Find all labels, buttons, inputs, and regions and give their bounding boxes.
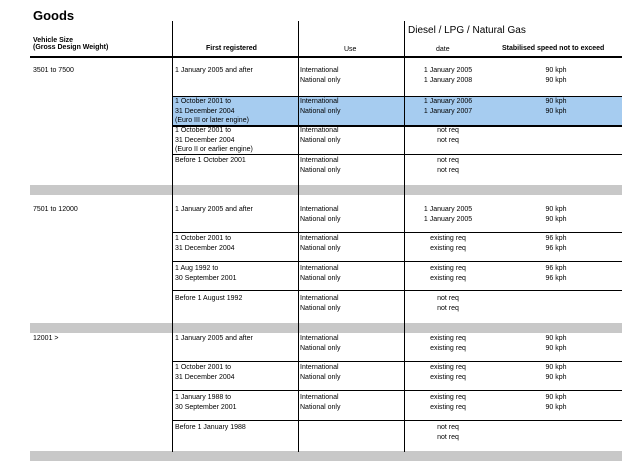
speed-line: 96 kph bbox=[545, 235, 567, 242]
date-line: not req bbox=[437, 424, 459, 431]
header-first-registered: First registered bbox=[206, 45, 257, 52]
column-divider bbox=[298, 21, 299, 452]
use-line: National only bbox=[300, 403, 341, 411]
speed-line: 96 kph bbox=[545, 244, 567, 252]
first-registered-line: Before 1 October 2001 bbox=[175, 157, 246, 164]
first-registered-cell bbox=[175, 393, 237, 412]
row-rule bbox=[172, 390, 622, 391]
use-line: National only bbox=[300, 166, 341, 174]
use-line: National only bbox=[300, 274, 341, 282]
use-line: International bbox=[300, 235, 339, 242]
first-registered-line: 31 December 2004 bbox=[175, 107, 235, 115]
first-registered-cell bbox=[175, 234, 235, 253]
group-separator-band bbox=[30, 323, 622, 333]
date-line: existing req bbox=[430, 394, 466, 401]
page-title: Goods bbox=[33, 8, 75, 23]
date-line: not req bbox=[437, 304, 459, 312]
use-line: National only bbox=[300, 136, 341, 144]
date-cell bbox=[404, 393, 492, 412]
date-line: existing req bbox=[430, 344, 466, 352]
date-line: 1 January 2008 bbox=[423, 76, 473, 84]
use-line: International bbox=[300, 67, 339, 74]
date-line: not req bbox=[437, 295, 459, 302]
header-use: Use bbox=[344, 46, 357, 53]
speed-line: 96 kph bbox=[545, 265, 567, 272]
row-rule bbox=[172, 261, 622, 262]
date-line: not req bbox=[437, 157, 459, 164]
first-registered-cell bbox=[175, 126, 253, 155]
speed-cell bbox=[520, 66, 592, 85]
speed-cell bbox=[520, 97, 592, 116]
first-registered-cell bbox=[175, 97, 249, 126]
speed-cell bbox=[520, 234, 592, 253]
speed-cell bbox=[520, 334, 592, 353]
date-cell bbox=[404, 363, 492, 382]
use-cell bbox=[300, 393, 340, 412]
header-vehicle-size-line2: (Gross Design Weight) bbox=[33, 44, 109, 51]
speed-line: 90 kph bbox=[545, 215, 567, 223]
use-cell bbox=[300, 156, 340, 175]
speed-line: 90 kph bbox=[545, 403, 567, 411]
speed-line: 90 kph bbox=[545, 76, 567, 84]
date-line: not req bbox=[437, 127, 459, 134]
first-registered-cell bbox=[175, 66, 253, 76]
header-fuel-group: Diesel / LPG / Natural Gas bbox=[408, 25, 526, 36]
first-registered-cell bbox=[175, 156, 246, 166]
speed-line: 90 kph bbox=[545, 107, 567, 115]
use-line: National only bbox=[300, 107, 341, 115]
speed-line: 90 kph bbox=[545, 335, 567, 342]
speed-line: 90 kph bbox=[545, 206, 567, 213]
date-line: existing req bbox=[430, 274, 466, 282]
header-vehicle-size bbox=[33, 37, 108, 51]
use-line: National only bbox=[300, 304, 341, 312]
first-registered-line: Before 1 January 1988 bbox=[175, 424, 246, 431]
date-line: 1 January 2007 bbox=[423, 107, 473, 115]
header-speed: Stabilised speed not to exceed bbox=[502, 45, 605, 52]
first-registered-line: 31 December 2004 bbox=[175, 244, 235, 252]
vehicle-size-cell: 7501 to 12000 bbox=[33, 206, 78, 213]
group-separator-band bbox=[30, 451, 622, 461]
speed-line: 90 kph bbox=[545, 344, 567, 352]
speed-line: 90 kph bbox=[545, 364, 567, 371]
date-cell bbox=[404, 126, 492, 145]
speed-line: 90 kph bbox=[545, 373, 567, 381]
first-registered-line: (Euro II or earlier engine) bbox=[175, 146, 253, 153]
date-line: not req bbox=[437, 166, 459, 174]
row-rule bbox=[172, 420, 622, 421]
use-line: International bbox=[300, 364, 339, 371]
header-vehicle-size-line1: Vehicle Size bbox=[33, 37, 74, 44]
use-cell bbox=[300, 294, 340, 313]
first-registered-line: 1 January 2005 and after bbox=[175, 206, 253, 213]
first-registered-cell bbox=[175, 294, 242, 304]
date-cell bbox=[404, 205, 492, 224]
row-rule bbox=[172, 361, 622, 362]
use-line: National only bbox=[300, 373, 341, 381]
date-line: existing req bbox=[430, 244, 466, 252]
first-registered-line: 1 January 1988 to bbox=[175, 394, 232, 401]
first-registered-line: 1 October 2001 to bbox=[175, 235, 232, 242]
first-registered-cell bbox=[175, 363, 235, 382]
speed-cell bbox=[520, 264, 592, 283]
use-cell bbox=[300, 66, 340, 85]
date-line: existing req bbox=[430, 235, 466, 242]
use-line: International bbox=[300, 295, 339, 302]
speed-line: 96 kph bbox=[545, 274, 567, 282]
use-line: International bbox=[300, 157, 339, 164]
use-cell bbox=[300, 334, 340, 353]
date-line: existing req bbox=[430, 373, 466, 381]
group-separator-band bbox=[30, 185, 622, 195]
date-cell bbox=[404, 97, 492, 116]
use-cell bbox=[300, 126, 340, 145]
use-line: National only bbox=[300, 215, 341, 223]
use-line: International bbox=[300, 335, 339, 342]
date-line: existing req bbox=[430, 403, 466, 411]
date-line: 1 January 2006 bbox=[423, 98, 473, 105]
first-registered-cell bbox=[175, 264, 237, 283]
first-registered-line: (Euro III or later engine) bbox=[175, 117, 249, 124]
header-date: date bbox=[436, 46, 450, 53]
use-line: National only bbox=[300, 76, 341, 84]
date-line: not req bbox=[437, 136, 459, 144]
speed-line: 90 kph bbox=[545, 98, 567, 105]
date-line: existing req bbox=[430, 364, 466, 371]
date-cell bbox=[404, 423, 492, 442]
use-line: International bbox=[300, 394, 339, 401]
first-registered-line: 1 January 2005 and after bbox=[175, 335, 253, 342]
date-cell bbox=[404, 66, 492, 85]
use-cell bbox=[300, 363, 340, 382]
use-line: National only bbox=[300, 244, 341, 252]
first-registered-line: Before 1 August 1992 bbox=[175, 295, 243, 302]
first-registered-line: 30 September 2001 bbox=[175, 403, 237, 411]
vehicle-size-cell: 3501 to 7500 bbox=[33, 67, 74, 74]
speed-cell bbox=[520, 393, 592, 412]
date-cell bbox=[404, 334, 492, 353]
first-registered-line: 1 Aug 1992 to bbox=[175, 265, 219, 272]
first-registered-line: 1 October 2001 to bbox=[175, 364, 232, 371]
speed-line: 90 kph bbox=[545, 67, 567, 74]
speed-cell bbox=[520, 363, 592, 382]
first-registered-line: 1 October 2001 to bbox=[175, 98, 232, 105]
date-line: 1 January 2005 bbox=[423, 215, 473, 223]
first-registered-line: 1 January 2005 and after bbox=[175, 67, 253, 74]
column-divider bbox=[172, 21, 173, 452]
date-cell bbox=[404, 294, 492, 313]
date-line: 1 January 2005 bbox=[423, 206, 473, 213]
first-registered-line: 31 December 2004 bbox=[175, 373, 235, 381]
first-registered-cell bbox=[175, 205, 253, 215]
date-cell bbox=[404, 264, 492, 283]
use-line: International bbox=[300, 265, 339, 272]
speed-line: 90 kph bbox=[545, 394, 567, 401]
use-cell bbox=[300, 97, 340, 116]
date-line: existing req bbox=[430, 265, 466, 272]
date-cell bbox=[404, 156, 492, 175]
use-line: International bbox=[300, 206, 339, 213]
first-registered-cell bbox=[175, 423, 246, 433]
use-cell bbox=[300, 205, 340, 224]
first-registered-line: 30 September 2001 bbox=[175, 274, 237, 282]
use-line: International bbox=[300, 98, 339, 105]
header-rule bbox=[30, 56, 622, 58]
speed-cell bbox=[520, 205, 592, 224]
first-registered-cell bbox=[175, 334, 253, 344]
first-registered-line: 1 October 2001 to bbox=[175, 127, 232, 134]
use-line: National only bbox=[300, 344, 341, 352]
vehicle-size-cell: 12001 > bbox=[33, 335, 59, 342]
date-line: existing req bbox=[430, 335, 466, 342]
row-rule bbox=[172, 232, 622, 233]
date-cell bbox=[404, 234, 492, 253]
date-line: not req bbox=[437, 433, 459, 441]
use-line: International bbox=[300, 127, 339, 134]
use-cell bbox=[300, 234, 340, 253]
use-cell bbox=[300, 264, 340, 283]
row-rule bbox=[172, 290, 622, 291]
date-line: 1 January 2005 bbox=[423, 67, 473, 74]
first-registered-line: 31 December 2004 bbox=[175, 136, 235, 144]
